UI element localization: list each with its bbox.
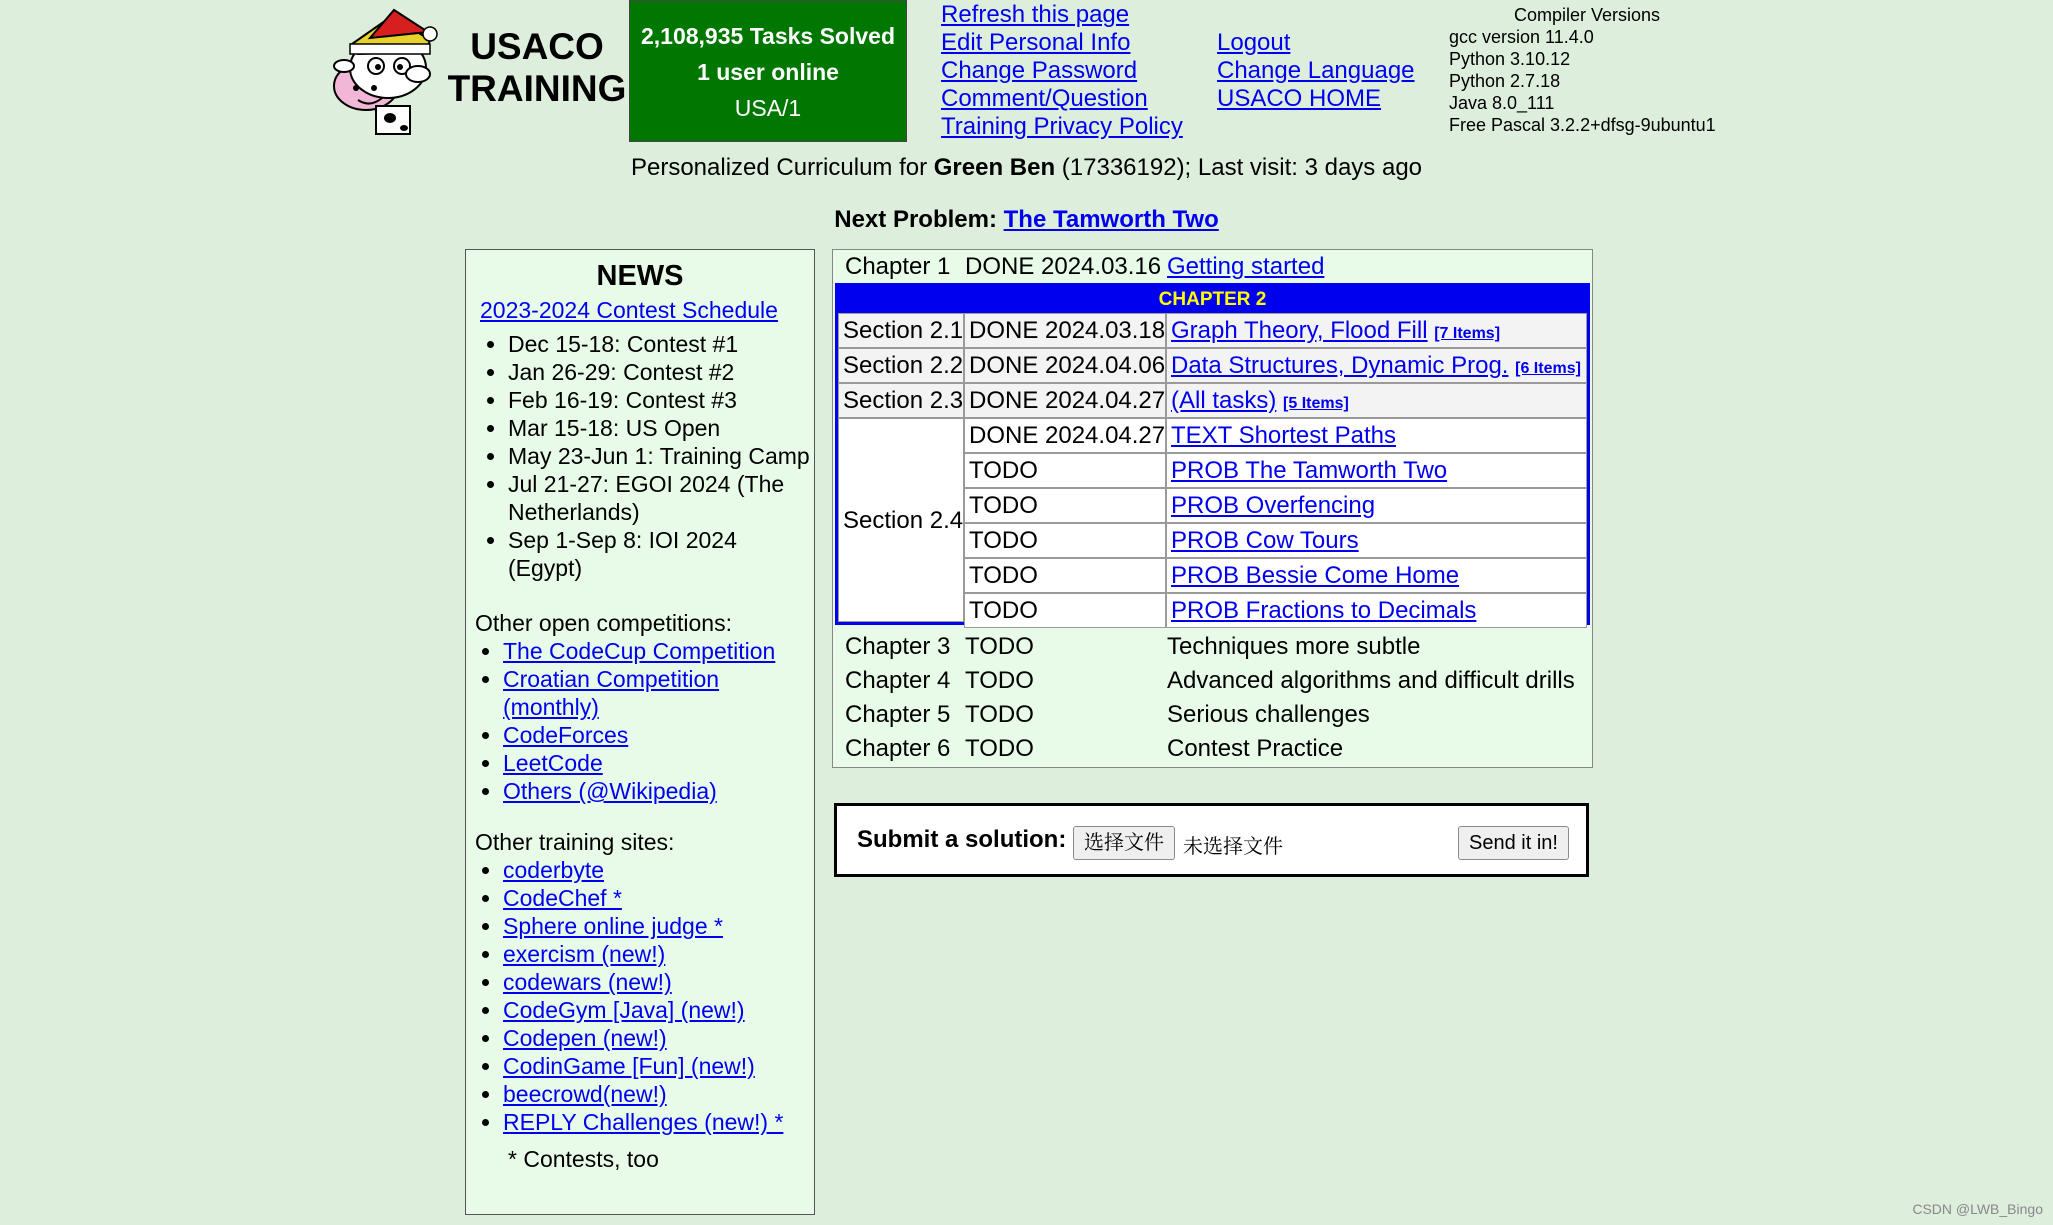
choose-file-button[interactable]: 选择文件 <box>1073 826 1175 860</box>
reply-link[interactable]: REPLY Challenges (new!) * <box>503 1109 784 1135</box>
chapter-table <box>832 249 1593 768</box>
task3-link[interactable]: PROB Overfencing <box>1171 492 1376 519</box>
section23-name: Section 2.3 <box>838 383 964 418</box>
account-links <box>941 1 1183 141</box>
compiler-gcc: gcc version 11.4.0 <box>1449 27 1594 47</box>
compiler-java: Java 8.0_111 <box>1449 93 1555 113</box>
list-item: • Sep 1-Sep 8: IOI 2024 (Egypt) <box>508 526 814 582</box>
submit-label: Submit a solution: <box>857 826 1067 853</box>
leetcode-link[interactable]: LeetCode <box>503 750 603 776</box>
compiler-versions <box>1449 4 1716 136</box>
chapter4-desc: Advanced algorithms and difficult drills <box>1167 667 1575 694</box>
chapter2-block <box>835 283 1590 625</box>
compiler-pascal: Free Pascal 3.2.2+dfsg-9ubuntu1 <box>1449 115 1716 135</box>
section24-name: Section 2.4 <box>838 418 964 622</box>
chapter6-status: TODO <box>965 735 1034 762</box>
chapter1-name: Chapter 1 <box>845 253 951 280</box>
section22-status: DONE 2024.04.06 <box>964 348 1166 383</box>
beecrowd-link[interactable]: beecrowd(new!) <box>503 1081 667 1107</box>
schedule-list <box>466 330 814 582</box>
refresh-link[interactable]: Refresh this page <box>941 1 1130 28</box>
task1-cell <box>1166 418 1587 453</box>
codewars-link[interactable]: codewars (new!) <box>503 969 672 995</box>
task6-status: TODO <box>964 593 1166 628</box>
change-language-link[interactable]: Change Language <box>1217 57 1415 84</box>
task5-link[interactable]: PROB Bessie Come Home <box>1171 562 1460 589</box>
submit-form <box>834 803 1589 877</box>
task5-cell <box>1166 558 1587 593</box>
usaco-cow-logo <box>330 8 438 136</box>
list-item: • Mar 15-18: US Open <box>508 414 814 442</box>
user-name: Green Ben <box>933 154 1056 181</box>
change-password-link[interactable]: Change Password <box>941 57 1138 84</box>
chapter4-status: TODO <box>965 667 1034 694</box>
list-item: • May 23-Jun 1: Training Camp <box>508 442 814 470</box>
news-panel <box>465 249 815 1215</box>
croatian-link[interactable]: Croatian Competition (monthly) <box>503 666 720 720</box>
curriculum-suffix: (17336192); Last visit: 3 days ago <box>1055 154 1423 181</box>
codegym-link[interactable]: CodeGym [Java] (new!) <box>503 997 745 1023</box>
chapter3-status: TODO <box>965 633 1034 660</box>
task1-status: DONE 2024.04.27 <box>964 418 1166 453</box>
brand-line1: USACO <box>470 26 604 67</box>
section23-cell <box>1166 383 1587 418</box>
privacy-policy-link[interactable]: Training Privacy Policy <box>941 113 1183 140</box>
task2-status: TODO <box>964 453 1166 488</box>
list-item: • Jul 21-27: EGOI 2024 (The Netherlands) <box>508 470 814 526</box>
chapter6-desc: Contest Practice <box>1167 735 1344 762</box>
next-problem-link[interactable]: The Tamworth Two <box>1003 206 1219 233</box>
list-item: • Dec 15-18: Contest #1 <box>508 330 814 358</box>
task3-status: TODO <box>964 488 1166 523</box>
section21-name: Section 2.1 <box>838 313 964 348</box>
stats-box <box>629 0 907 142</box>
session-links <box>1217 29 1415 113</box>
task3-cell <box>1166 488 1587 523</box>
next-problem <box>0 206 2053 234</box>
training-sites-list <box>466 856 814 1136</box>
chapter3-desc: Techniques more subtle <box>1167 633 1421 660</box>
chapter3-name: Chapter 3 <box>845 633 951 660</box>
chapter4-name: Chapter 4 <box>845 667 951 694</box>
codecup-link[interactable]: The CodeCup Competition <box>503 638 776 664</box>
chapter1-status: DONE 2024.03.16 <box>965 253 1162 280</box>
news-title: NEWS <box>596 260 684 292</box>
section23-link[interactable]: (All tasks) <box>1171 387 1277 414</box>
task6-cell <box>1166 593 1587 628</box>
task4-link[interactable]: PROB Cow Tours <box>1171 527 1359 554</box>
codepen-link[interactable]: Codepen (new!) <box>503 1025 667 1051</box>
task4-cell <box>1166 523 1587 558</box>
compiler-python3: Python 3.10.12 <box>1449 49 1571 69</box>
exercism-link[interactable]: exercism (new!) <box>503 941 666 967</box>
section22-name: Section 2.2 <box>838 348 964 383</box>
user-location: USA/1 <box>734 95 802 121</box>
send-button[interactable]: Send it in! <box>1458 826 1569 860</box>
chapter1-link[interactable]: Getting started <box>1167 253 1325 280</box>
task5-status: TODO <box>964 558 1166 593</box>
section21-link[interactable]: Graph Theory, Flood Fill <box>1171 317 1428 344</box>
edit-info-link[interactable]: Edit Personal Info <box>941 29 1131 56</box>
task4-status: TODO <box>964 523 1166 558</box>
task1-link[interactable]: TEXT Shortest Paths <box>1171 422 1396 449</box>
section21-items[interactable]: [7 Items] <box>1434 325 1501 342</box>
contest-schedule-link[interactable]: 2023-2024 Contest Schedule <box>480 297 778 323</box>
compiler-python2: Python 2.7.18 <box>1449 71 1561 91</box>
section21-cell <box>1166 313 1587 348</box>
tasks-solved: 2,108,935 Tasks Solved <box>640 23 896 49</box>
open-competitions-title: Other open competitions: <box>475 610 732 636</box>
site-brand <box>442 26 632 110</box>
chapter6-name: Chapter 6 <box>845 735 951 762</box>
next-problem-label: Next Problem: <box>834 206 1004 233</box>
section23-items[interactable]: [5 Items] <box>1283 395 1349 412</box>
others-wikipedia-link[interactable]: Others (@Wikipedia) <box>503 778 717 804</box>
task6-link[interactable]: PROB Fractions to Decimals <box>1171 597 1477 624</box>
section22-items[interactable]: [6 Items] <box>1515 360 1581 377</box>
open-competitions-list <box>466 637 814 805</box>
section22-cell <box>1166 348 1587 383</box>
users-online: 1 user online <box>697 59 839 85</box>
chapter2-header: CHAPTER 2 <box>838 286 1587 313</box>
training-sites-title: Other training sites: <box>475 829 675 855</box>
no-file-text: 未选择文件 <box>1183 836 1283 858</box>
curriculum-prefix: Personalized Curriculum for <box>630 154 934 181</box>
watermark: CSDN @LWB_Bingo <box>1912 1201 2043 1217</box>
curriculum-line <box>0 154 2053 182</box>
footnote: * Contests, too <box>508 1146 659 1172</box>
task2-cell <box>1166 453 1587 488</box>
codingame-link[interactable]: CodinGame [Fun] (new!) <box>503 1053 755 1079</box>
comment-link[interactable]: Comment/Question <box>941 85 1148 112</box>
usaco-home-link[interactable]: USACO HOME <box>1217 85 1382 112</box>
section23-status: DONE 2024.04.27 <box>964 383 1166 418</box>
list-item: • Feb 16-19: Contest #3 <box>508 386 814 414</box>
compiler-title: Compiler Versions <box>1514 5 1661 25</box>
brand-line2: TRAINING <box>447 68 627 109</box>
chapter5-desc: Serious challenges <box>1167 701 1370 728</box>
codeforces-link[interactable]: CodeForces <box>503 722 629 748</box>
codechef-link[interactable]: CodeChef * <box>503 885 622 911</box>
list-item: • Jan 26-29: Contest #2 <box>508 358 814 386</box>
task2-link[interactable]: PROB The Tamworth Two <box>1171 457 1448 484</box>
chapter5-status: TODO <box>965 701 1034 728</box>
coderbyte-link[interactable]: coderbyte <box>503 857 605 883</box>
chapter5-name: Chapter 5 <box>845 701 951 728</box>
section21-status: DONE 2024.03.18 <box>964 313 1166 348</box>
section22-link[interactable]: Data Structures, Dynamic Prog. <box>1171 352 1509 379</box>
logout-link[interactable]: Logout <box>1217 29 1291 56</box>
sphere-link[interactable]: Sphere online judge * <box>503 913 723 939</box>
